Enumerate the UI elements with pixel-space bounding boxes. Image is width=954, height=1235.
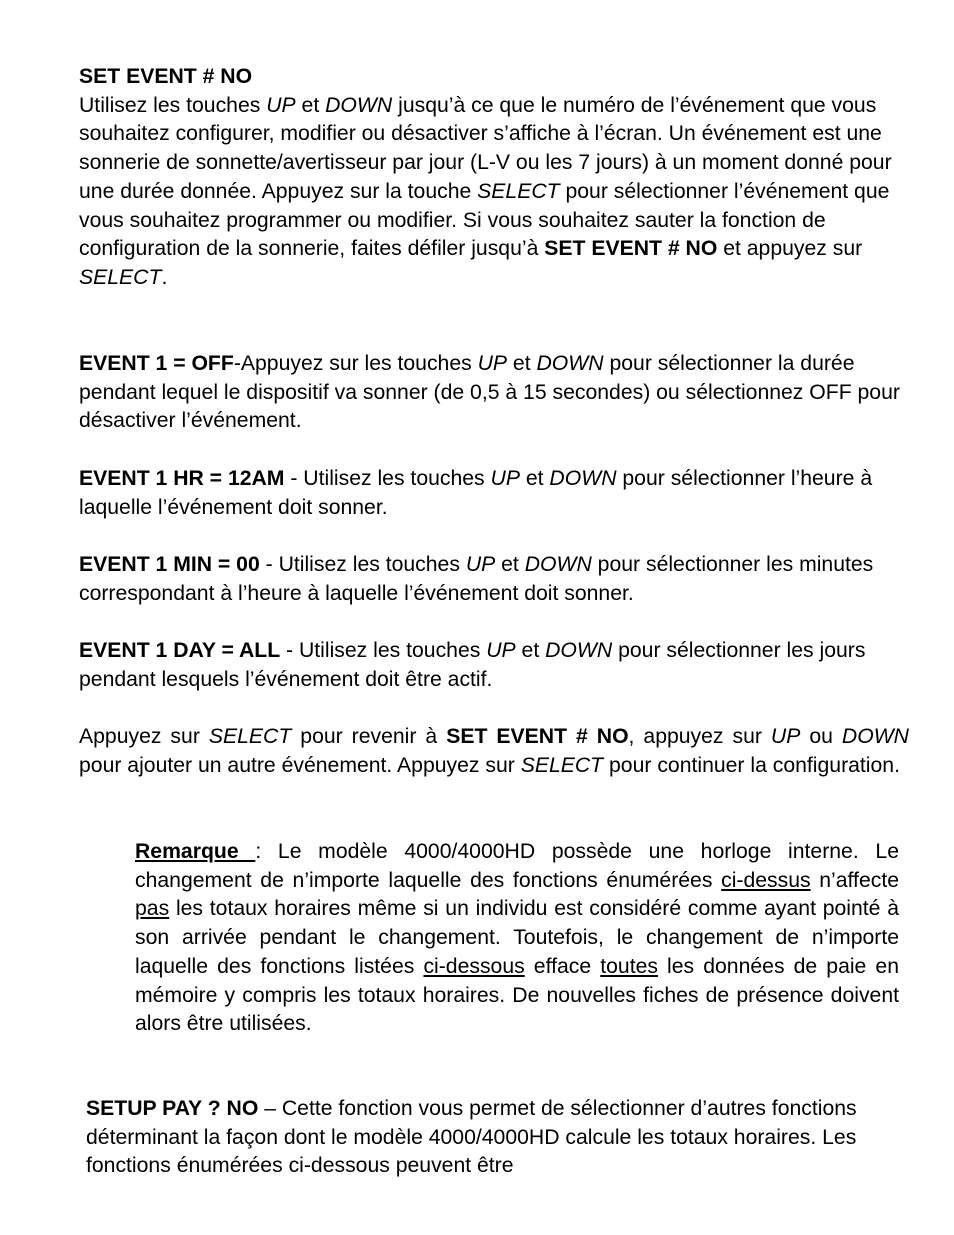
set-event-heading: SET EVENT # NO [79,65,253,88]
event-off-paragraph: EVENT 1 = OFF-Appuyez sur les touches UP et DOWN pour sélectionner la durée pendant lequel le dispositif va sonner (de 0,5 à 15 secondes) ou sélectionnez OFF pour désactiver l’événement. [79,352,900,433]
event-min-section [79,551,909,608]
event-day-section [79,637,909,694]
event-day-paragraph: EVENT 1 DAY = ALL - Utilisez les touches UP et DOWN pour sélectionner les jours pendant lesquels l’événement doit être actif. [79,639,866,691]
remark-paragraph: Remarque : Le modèle 4000/4000HD possède une horloge interne. Le changement de n’importe laquelle des fonctions énumérées ci-dessus n’affecte pas les totaux horaires même si un individu est considéré comme ayant pointé à son arrivée pendant le changement. Toutefois, le changement de n’importe laquelle des fonctions listées ci-dessous efface toutes les données de paie en mémoire y compris les totaux horaires. De nouvelles fiches de présence doivent alors être utilisées. [135,840,900,1036]
set-event-section [79,63,909,293]
event-hr-section [79,465,909,522]
set-event-paragraph: Utilisez les touches UP et DOWN jusqu’à ce que le numéro de l’événement que vous souhaitez configurer, modifier ou désactiver s’affiche à l’écran. Un événement est une sonnerie de sonnette/avertisseur par jour (L-V ou les 7 jours) à un moment donné pour une durée donnée. Appuyez sur la touche SELECT pour sélectionner l’événement que vous souhaitez programmer ou modifier. Si vous souhaitez sauter la fonction de configuration de la sonnerie, faites défiler jusqu’à SET EVENT # NO et appuyez sur SELECT. [79,93,892,289]
setup-pay-section [86,1095,916,1181]
return-paragraph: Appuyez sur SELECT pour revenir à SET EVENT # NO, appuyez sur UP ou DOWN pour ajouter un autre événement. Appuyez sur SELECT pour continuer la configuration. [79,725,909,777]
event-off-section [79,350,909,436]
setup-pay-paragraph: SETUP PAY ? NO – Cette fonction vous permet de sélectionner d’autres fonctions déterminant la façon dont le modèle 4000/4000HD calcule les totaux horaires. Les fonctions énumérées ci-dessous peuvent être [86,1097,857,1178]
remark-label: Remarque [135,840,256,863]
return-section [79,723,909,780]
remark-note [135,838,899,1039]
event-hr-paragraph: EVENT 1 HR = 12AM - Utilisez les touches UP et DOWN pour sélectionner l’heure à laquelle l’événement doit sonner. [79,467,873,519]
event-min-paragraph: EVENT 1 MIN = 00 - Utilisez les touches UP et DOWN pour sélectionner les minutes correspondant à l’heure à laquelle l’événement doit sonner. [79,553,874,605]
